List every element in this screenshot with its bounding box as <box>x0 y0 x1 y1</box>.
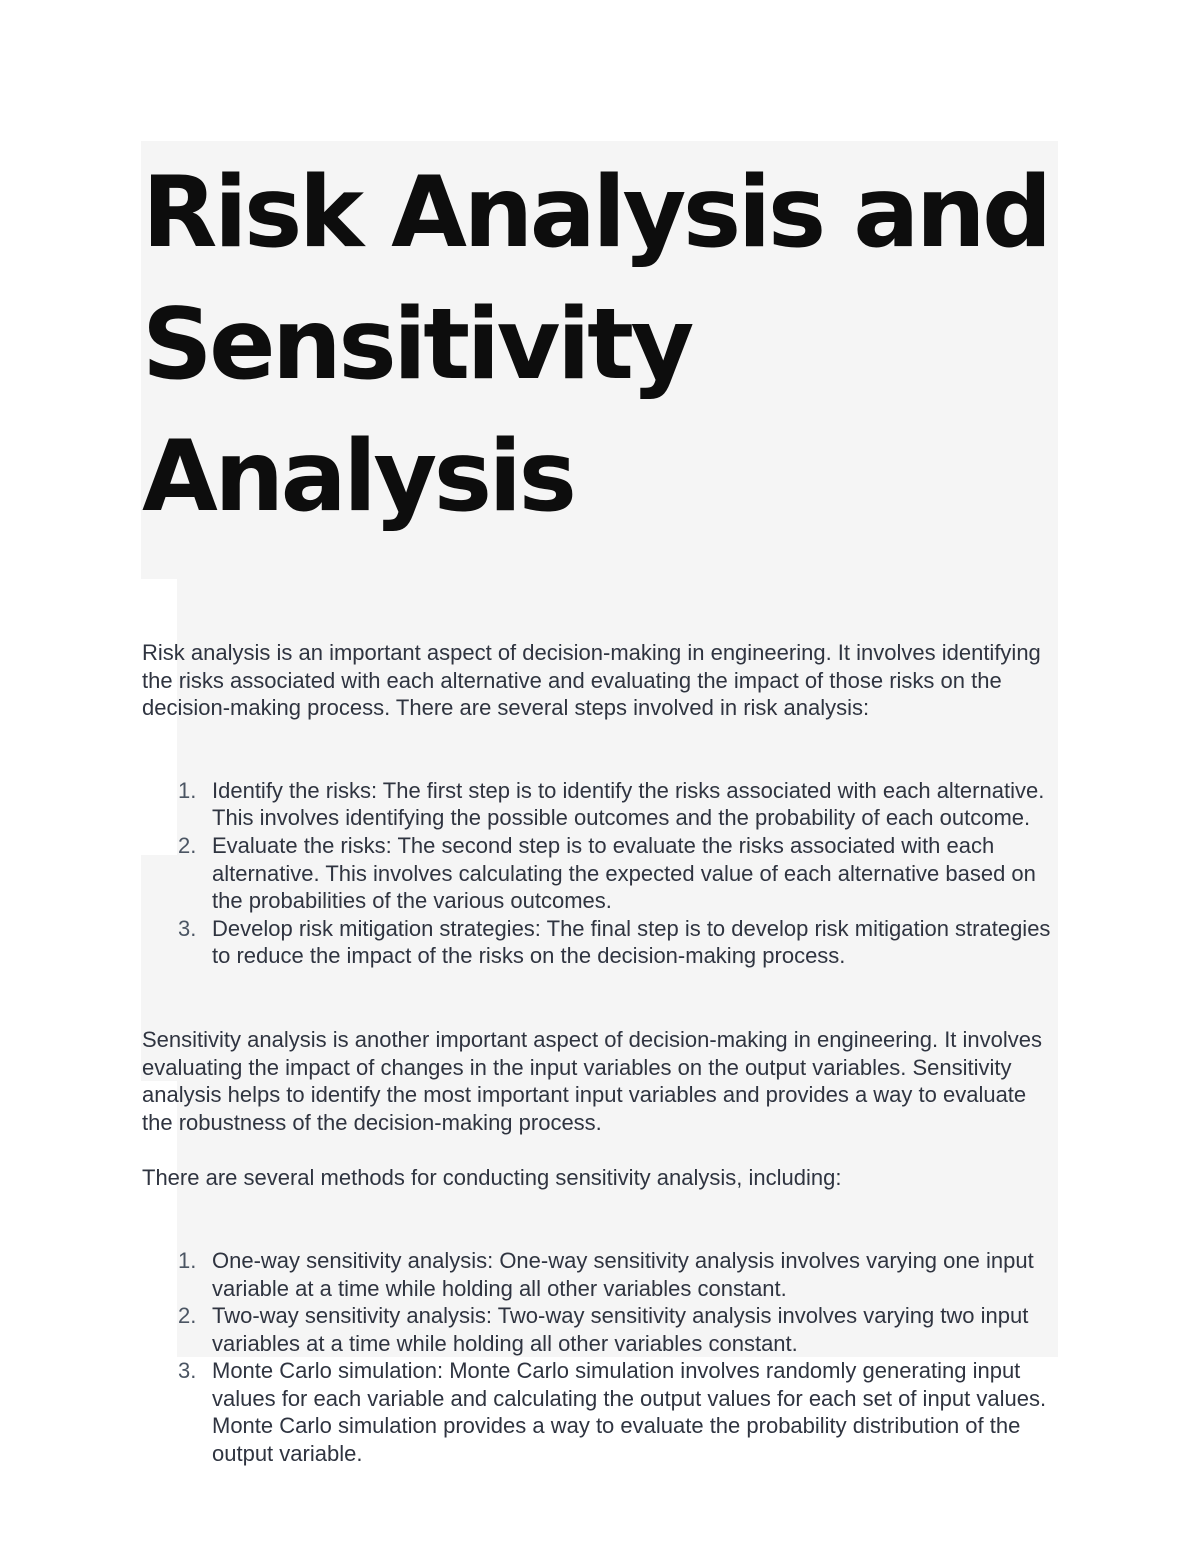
sensitivity-intro-paragraph: Sensitivity analysis is another important aspect of decision-making in engineering. It involves evaluating the impact of changes in the input variables on the output variables. Sensitivity analysis helps to identify the most important input variables and provides a way to evaluate the robustness of the decision-making process. <box>142 1026 1043 1135</box>
list-item-text: Identify the risks: The first step is to identify the risks associated with each alternative. This involves identifying the possible outcomes and the probability of each outcome. <box>212 777 1045 831</box>
methods-list <box>142 1247 1058 1468</box>
list-number: 1. <box>178 1247 197 1273</box>
list-item <box>142 915 1058 970</box>
list-item-text: Monte Carlo simulation: Monte Carlo simulation involves randomly generating input values for each variable and calculating the output values for each set of input values. Monte Carlo simulation provides a way to evaluate the probability distribution of the output variable. <box>212 1358 1047 1467</box>
list-number: 3. <box>178 915 197 941</box>
list-number: 2. <box>178 1303 197 1329</box>
risk-intro-paragraph: Risk analysis is an important aspect of decision-making in engineering. It involves identifying the risks associated with each alternative and evaluating the impact of those risks on the decision-making process. There are several steps involved in risk analysis: <box>142 640 1041 721</box>
list-item-text: Two-way sensitivity analysis: Two-way sensitivity analysis involves varying two input variables at a time while holding all other variables constant. <box>212 1303 1029 1356</box>
methods-intro-paragraph: There are several methods for conducting sensitivity analysis, including: <box>142 1165 842 1191</box>
document-title: Risk Analysis and Sensitivity Analysis <box>142 156 1049 534</box>
list-item <box>142 1302 1058 1357</box>
list-item <box>142 1247 1058 1302</box>
risk-steps-list <box>142 777 1058 970</box>
list-item <box>142 832 1058 915</box>
list-item-text: One-way sensitivity analysis: One-way sensitivity analysis involves varying one input variable at a time while holding all other variables constant. <box>212 1247 1034 1301</box>
list-number: 1. <box>178 777 197 803</box>
list-number: 3. <box>178 1358 197 1384</box>
list-item-text: Develop risk mitigation strategies: The final step is to develop risk mitigation strategies to reduce the impact of the risks on the decision-making process. <box>212 915 1051 969</box>
list-number: 2. <box>178 832 197 858</box>
list-item-text: Evaluate the risks: The second step is to evaluate the risks associated with each alternative. This involves calculating the expected value of each alternative based on the probabilities of the various outcomes. <box>212 832 1036 914</box>
list-item <box>142 1357 1058 1467</box>
document-body <box>142 141 1058 1468</box>
list-item <box>142 777 1058 832</box>
